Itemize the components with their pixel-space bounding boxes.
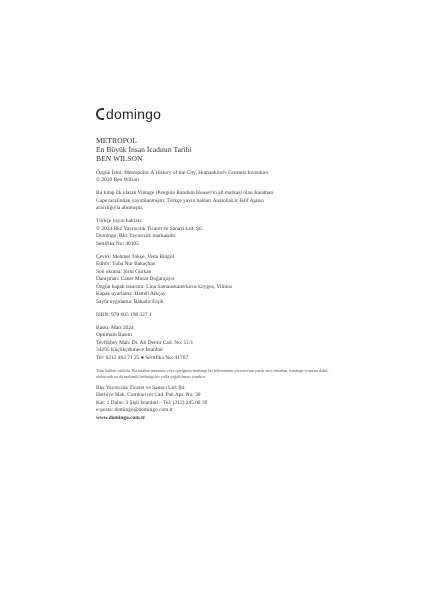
domingo-logo-icon xyxy=(96,108,104,120)
book-title: METROPOL xyxy=(96,136,137,145)
book-author: BEN WILSON xyxy=(96,154,143,164)
license-block xyxy=(96,190,346,213)
credit-line: Çeviri: Mehmet Tokçe, Veda Bingöl xyxy=(96,253,175,260)
website-link[interactable]: www.domingo.com.tr xyxy=(96,414,146,421)
credit-line: Özgün kapak tasarımı: Lina Samauskaitė/kiros knygos, Vilnius xyxy=(96,283,232,290)
rights-block xyxy=(96,218,346,248)
publisher-line: Bkz Yayıncılık Ticaret ve Sanayi Ltd. Şti. xyxy=(96,384,186,391)
license-line: Cape tarafından yayımlanmıştır. Türkçe yayın hakları AnatoliaLit Telif Ajansı xyxy=(96,197,264,204)
publisher-block xyxy=(96,385,346,423)
credit-line: Danışman: Caner Murat Doğançayır xyxy=(96,276,175,283)
logo-text: domingo xyxy=(106,106,162,122)
publisher-line: Kat: 1 Daire: 3 Şişli İstanbul – Tel: (212) 245 08 39 xyxy=(96,399,208,406)
isbn-block xyxy=(96,312,346,320)
license-line: aracılığıyla alınmıştır. xyxy=(96,205,144,212)
credit-line: Editör: Tuba Nur Bakaçhan xyxy=(96,261,156,268)
isbn: ISBN: 978 605 198 327 1 xyxy=(96,311,152,318)
book-subtitle: En Büyük İnsan İcadının Tarihi xyxy=(96,145,192,155)
original-copyright: © 2020 Ben Wilson xyxy=(96,177,139,184)
print-line: Baskı: Mart 2024 xyxy=(96,324,134,331)
publisher-line: Harbiye Mah. Cumhuriyet Cad. Pak Apt. No: 30 xyxy=(96,392,201,399)
print-line: Optimum Basım xyxy=(96,332,132,339)
disclaimer: Tüm hakları saklıdır. Bu kitabın tümünün veya içeriğinin herhangi bir bölümünün yayınevinin yazılı izni olmadan, fotokopi yöntemi dahil, elektronik ya da mekanik herhangi bir yolla çoğaltılması yasaktır. xyxy=(96,367,329,379)
license-line: Bu kitap ilk olarak Vintage (Penguin Random House)'ın alt markası olan Jonathan xyxy=(96,190,274,197)
credit-line: Son okuma: Şirin Gürkan xyxy=(96,268,152,275)
publisher-logo xyxy=(96,106,161,122)
print-line: Tel: 0212 463 71 25 ● Sertifika No: 41707 xyxy=(96,354,189,361)
publisher-line: e-posta: domingo@domingo.com.tr xyxy=(96,407,173,414)
rights-line: Sertifika No: 46105 xyxy=(96,240,139,247)
credit-line: Sayfa uygulama: Bahadır Erşik xyxy=(96,298,164,305)
rights-line: © 2024 Bkz Yayıncılık Ticaret ve Sanayi Ltd. Şti. xyxy=(96,225,204,232)
book-title-block xyxy=(96,136,346,164)
imprint-content xyxy=(96,136,346,428)
credit-line: Kapak uyarlama: Hamdi Alkçay xyxy=(96,291,166,298)
print-block xyxy=(96,325,346,363)
rights-line: Türkçe yayın hakları: xyxy=(96,218,143,225)
print-line: Tevfikbey Mah. Dr. Ali Demir Cad. No: 51/1 xyxy=(96,339,194,346)
original-title-block xyxy=(96,170,346,185)
original-title: Özgün İsmi: Metropolis: A History of the City, Humankind's Greatest Invention xyxy=(96,169,269,176)
rights-line: Domingo, Bkz Yayıncılık markasıdır. xyxy=(96,233,177,240)
credits-block xyxy=(96,254,346,307)
print-line: 34295 Küçükçekmece İstanbul xyxy=(96,347,163,354)
disclaimer-block xyxy=(96,368,346,380)
